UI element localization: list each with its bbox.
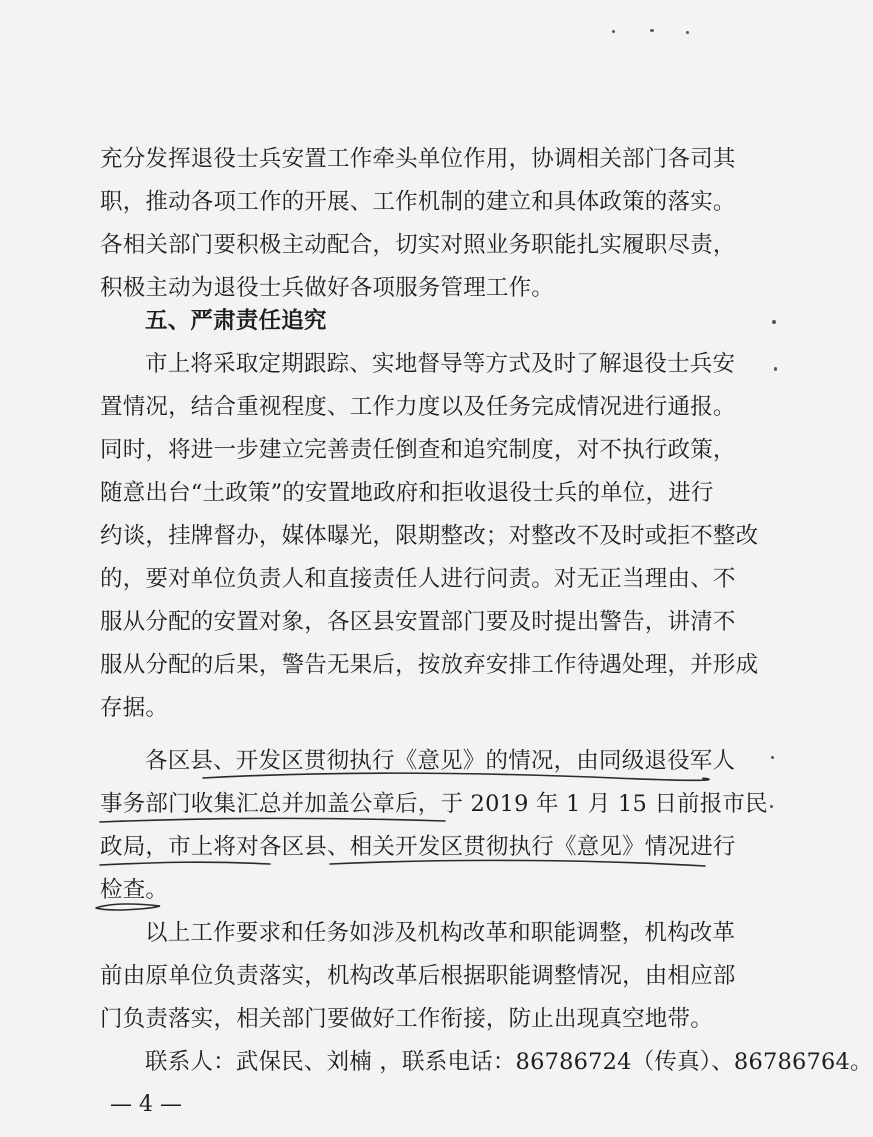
body-text-line: 门负责落实，相关部门要做好工作衔接，防止出现真空地带。: [100, 1006, 713, 1032]
body-text-line: 置情况，结合重视程度、工作力度以及任务完成情况进行通报。: [100, 394, 736, 420]
body-text-line: 随意出台“土政策”的安置地政府和拒收退役士兵的单位，进行: [100, 480, 714, 506]
scan-speck: [686, 31, 689, 34]
body-text-line: 存据。: [100, 695, 169, 721]
body-text-line: 事务部门收集汇总并加盖公章后，于 2019 年 1 月 15 日前报市民: [100, 791, 768, 817]
body-text-line: 检查。: [100, 877, 169, 903]
scan-speck: [772, 320, 776, 324]
scan-speck: [771, 756, 774, 759]
body-text-line: 同时，将进一步建立完善责任倒查和追究制度，对不执行政策，: [100, 437, 736, 463]
body-text-line: 各相关部门要积极主动配合，切实对照业务职能扎实履职尽责，: [100, 232, 736, 258]
body-text-line: 各区县、开发区贯彻执行《意见》的情况，由同级退役军人: [145, 748, 736, 774]
body-text-line: 服从分配的安置对象，各区县安置部门要及时提出警告，讲清不: [100, 609, 736, 635]
body-text-line: 政局，市上将对各区县、相关开发区贯彻执行《意见》情况进行: [100, 834, 736, 860]
body-text-line: 前由原单位负责落实，机构改革后根据职能调整情况，由相应部: [100, 963, 736, 989]
scan-speck: [612, 30, 615, 33]
page-number: — 4 —: [110, 1092, 182, 1117]
body-text-line: 职，推动各项工作的开展、工作机制的建立和具体政策的落实。: [100, 189, 736, 215]
body-text-line: 以上工作要求和任务如涉及机构改革和职能调整，机构改革: [145, 920, 736, 946]
body-text-line: 积极主动为退役士兵做好各项服务管理工作。: [100, 275, 555, 301]
body-text-line: 充分发挥退役士兵安置工作牵头单位作用，协调相关部门各司其: [100, 146, 736, 172]
body-text-line: 约谈，挂牌督办，媒体曝光，限期整改；对整改不及时或拒不整改: [100, 523, 759, 549]
scan-speck: [650, 29, 654, 32]
section-heading: 五、严肃责任追究: [145, 308, 327, 334]
body-text-line: 市上将采取定期跟踪、实地督导等方式及时了解退役士兵安: [145, 351, 736, 377]
body-text-line: 服从分配的后果，警告无果后，按放弃安排工作待遇处理，并形成: [100, 652, 759, 678]
scan-speck: [774, 367, 777, 371]
body-text-line: 的，要对单位负责人和直接责任人进行问责。对无正当理由、不: [100, 566, 736, 592]
scan-speck: [770, 805, 773, 808]
contact-line: 联系人：武保民、刘楠 ，联系电话：86786724（传真）、86786764。: [145, 1049, 873, 1075]
